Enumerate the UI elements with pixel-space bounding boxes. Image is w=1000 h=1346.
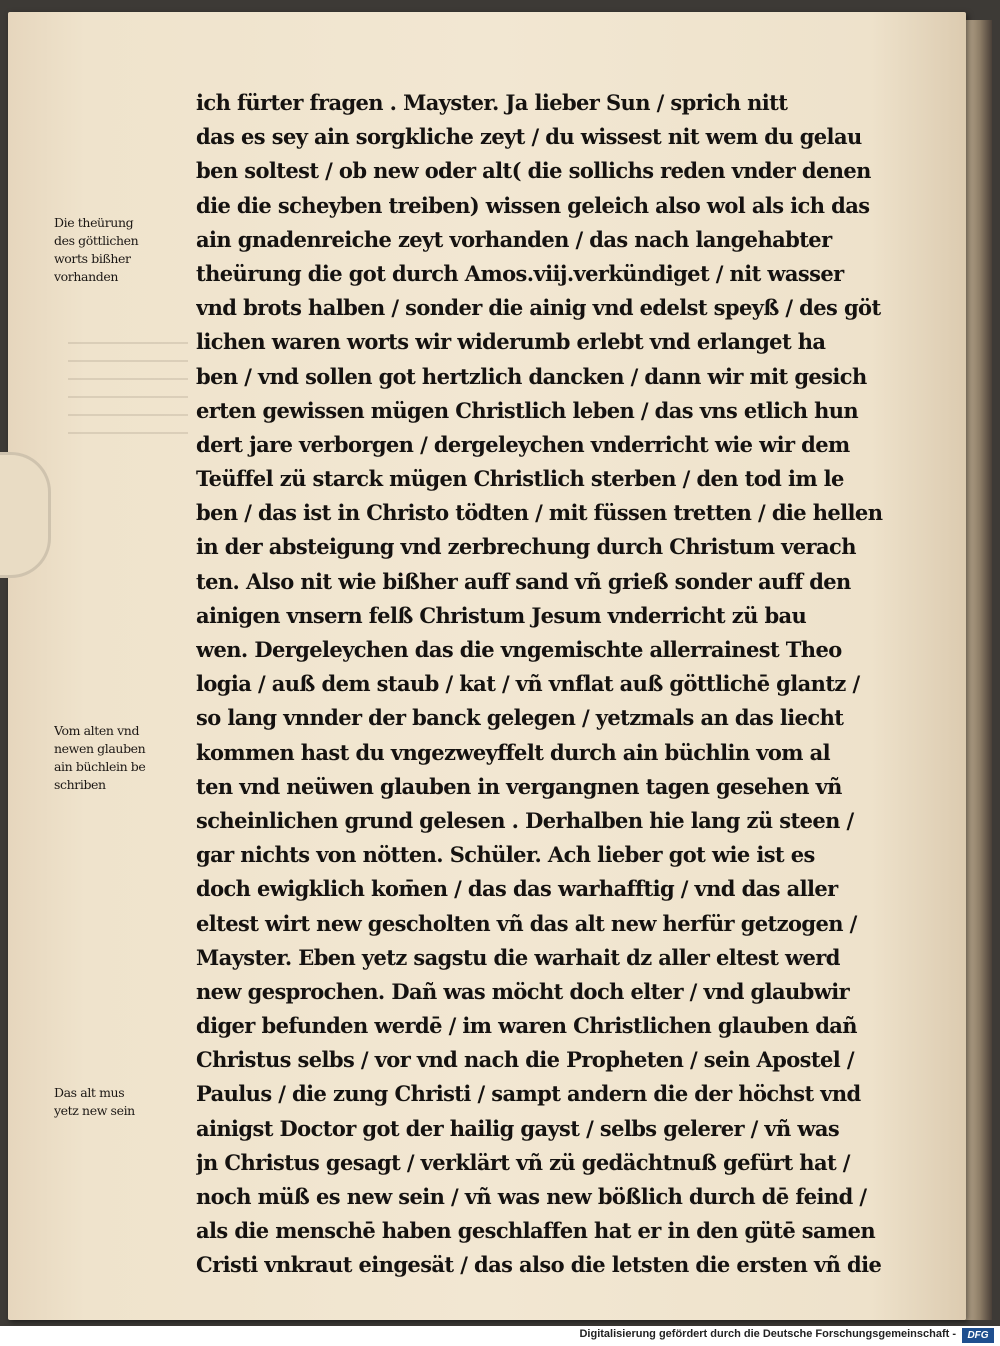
text-line: erten gewissen mügen Christlich leben / das vns etlich hun: [196, 397, 859, 423]
text-line: die die scheyben treiben) wissen geleich also wol als ich das: [196, 192, 870, 218]
text-line: Paulus / die zung Christi / sampt andern die der höchst vnd: [196, 1081, 861, 1107]
text-line: ainigst Doctor got der hailig gayst / selbs gelerer / vñ was: [196, 1115, 840, 1141]
margin-note-line: schriben: [54, 777, 106, 792]
text-line: eltest wirt new gescholten vñ das alt new herfür getzogen /: [196, 910, 857, 936]
text-line: so lang vnnder der banck gelegen / yetzmals an das liecht: [196, 705, 844, 731]
text-line: ain gnadenreiche zeyt vorhanden / das nach langehabter: [196, 226, 832, 252]
text-line: Mayster. Eben yetz sagstu die warhait dz aller eltest werd: [196, 944, 840, 970]
text-line: ben / das ist in Christo tödten / mit füssen tretten / die hellen: [196, 500, 883, 526]
text-line: Cristi vnkraut eingesät / das also die letsten die ersten vñ die: [196, 1252, 882, 1278]
margin-note-line: des göttlichen: [54, 233, 139, 248]
text-line: lichen waren worts wir widerumb erlebt vnd erlanget ha: [196, 329, 826, 355]
text-line: new gesprochen. Dañ was möcht doch elter / vnd glaubwir: [196, 978, 850, 1004]
page-edge: [962, 20, 992, 1320]
margin-note-line: Die theürung: [54, 215, 134, 230]
footer-bar: [0, 1326, 1000, 1346]
main-text-block: [196, 86, 896, 1283]
text-line: theürung die got durch Amos.viij.verkündiget / nit wasser: [196, 260, 844, 286]
margin-note-line: newen glauben: [54, 741, 146, 756]
margin-note-line: Vom alten vnd: [54, 723, 140, 738]
page-clasp: [0, 452, 51, 578]
text-line: logia / auß dem staub / kat / vñ vnflat auß göttlichē glantz /: [196, 671, 860, 697]
text-line: das es sey ain sorgkliche zeyt / du wissest nit wem du gelau: [196, 124, 862, 150]
text-line: Christus selbs / vor vnd nach die Propheten / sein Apostel /: [196, 1047, 854, 1073]
margin-note-theuerung: [54, 214, 184, 286]
text-line: in der absteigung vnd zerbrechung durch Christum verach: [196, 534, 856, 560]
text-line: ich fürter fragen . Mayster. Ja lieber Sun / sprich nitt: [196, 90, 788, 115]
text-line: gar nichts von nötten. Schüler. Ach lieber got wie ist es: [196, 842, 815, 868]
text-line: vnd brots halben / sonder die ainig vnd edelst speyß / des göt: [196, 295, 881, 321]
text-line: wen. Dergeleychen das die vngemischte allerrainest Theo: [196, 637, 842, 662]
margin-note-alt-new: [54, 1084, 184, 1120]
margin-note-line: ain büchlein be: [54, 759, 146, 774]
text-line: Teüffel zü starck mügen Christlich sterben / den tod im le: [196, 466, 844, 492]
text-line: als die menschē haben geschlaffen hat er in den gütē samen: [196, 1218, 876, 1244]
margin-note-line: yetz new sein: [54, 1103, 135, 1118]
dfg-logo: DFG: [962, 1328, 994, 1343]
text-line: ben / vnd sollen got hertzlich dancken / dann wir mit gesich: [196, 363, 867, 389]
text-line: noch müß es new sein / vñ was new bößlich durch dē feind /: [196, 1184, 867, 1209]
margin-note-line: worts bißher: [54, 251, 131, 266]
text-line: diger befunden werdē / im waren Christlichen glauben dañ: [196, 1013, 857, 1039]
margin-note-line: Das alt mus: [54, 1085, 125, 1100]
bleed-through-text: [68, 332, 188, 442]
text-line: scheinlichen grund gelesen . Derhalben hie lang zü steen /: [196, 807, 854, 833]
margin-note-line: vorhanden: [54, 269, 118, 284]
text-line: doch ewigklich kom̄en / das das warhafftig / vnd das aller: [196, 876, 838, 902]
margin-note-glauben: [54, 722, 184, 794]
text-line: ten vnd neüwen glauben in vergangnen tagen gesehen vñ: [196, 773, 842, 799]
text-line: kommen hast du vngezweyffelt durch ain büchlin vom al: [196, 739, 831, 765]
text-line: ben soltest / ob new oder alt( die sollichs reden vnder denen: [196, 158, 871, 184]
text-line: ainigen vnsern felß Christum Jesum vnderricht zü bau: [196, 602, 807, 628]
text-line: jn Christus gesagt / verklärt vñ zü gedächtnuß gefürt hat /: [196, 1149, 850, 1175]
text-line: ten. Also nit wie bißher auff sand vñ grieß sonder auff den: [196, 568, 851, 594]
text-line: dert jare verborgen / dergeleychen vnderricht wie wir dem: [196, 431, 850, 457]
footer-credit: Digitalisierung gefördert durch die Deutsche Forschungsgemeinschaft -: [579, 1328, 956, 1340]
